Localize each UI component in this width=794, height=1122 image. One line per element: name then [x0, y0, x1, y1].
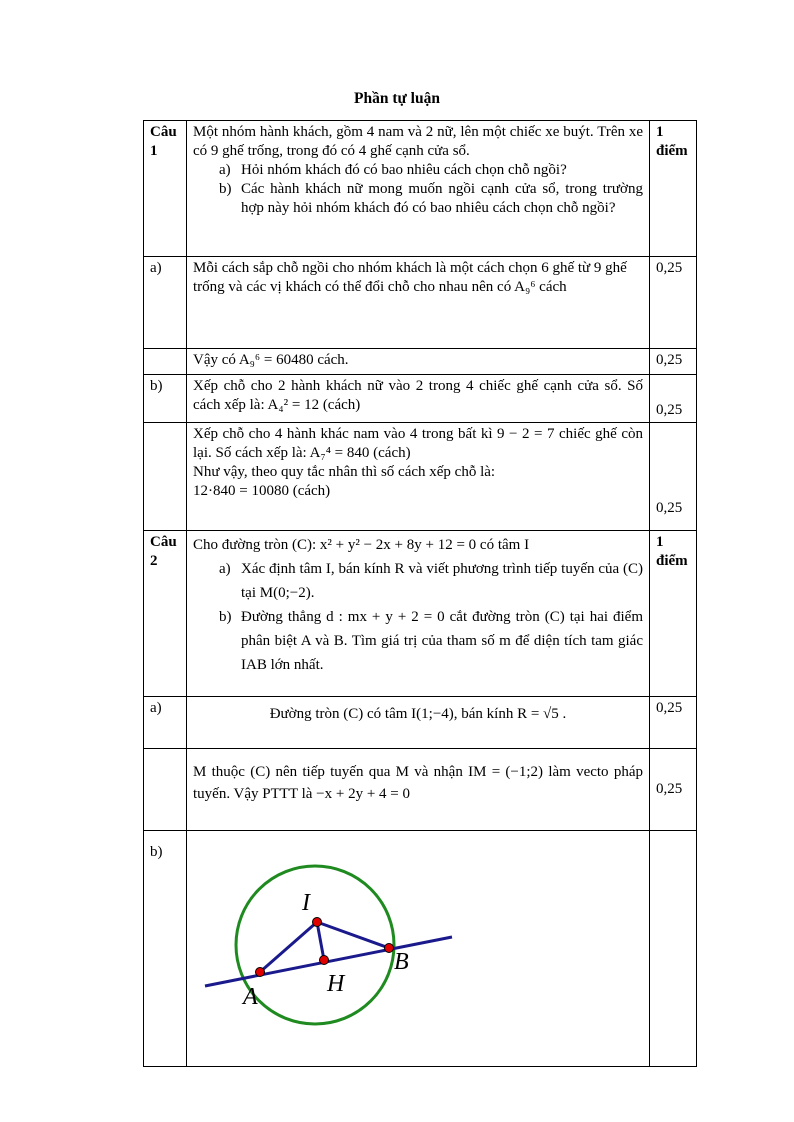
question-label: Câu 2 [144, 531, 187, 697]
point-h [320, 956, 329, 965]
score [650, 831, 697, 1067]
answer-text: M thuộc (C) nên tiếp tuyến qua M và nhận IM = (−1;2) làm vecto pháp tuyến. Vậy PTTT là −x + 2y + 4 = 0 [187, 749, 650, 831]
question-content [187, 531, 650, 697]
part-text: Đường thẳng d : mx + y + 2 = 0 cắt đường tròn (C) tại hai điểm phân biệt A và B. Tìm giá trị của tham số m để diện tích tam giác IAB lớn nhất. [241, 609, 643, 673]
points-label: 1 điểm [650, 531, 697, 697]
circle-c [236, 866, 394, 1024]
answer-content [187, 423, 650, 531]
list-item [219, 557, 643, 605]
page-title: Phần tự luận [354, 90, 440, 107]
points-label: 1 điểm [650, 121, 697, 257]
point-a [256, 968, 265, 977]
row-label: a) [144, 697, 187, 749]
table-row [144, 749, 697, 831]
score: 0,25 [650, 375, 697, 423]
row-label: a) [144, 257, 187, 349]
question-parts [193, 557, 643, 677]
part-label: a) [219, 561, 231, 577]
point-i [313, 918, 322, 927]
figure-cell [187, 831, 650, 1067]
label-a: A [243, 984, 258, 1010]
table-row [144, 257, 697, 349]
answer-text: Đường tròn (C) có tâm I(1;−4), bán kính R = √5 . [187, 697, 650, 749]
row-label [144, 349, 187, 375]
table-row [144, 831, 697, 1067]
part-text: Xác định tâm I, bán kính R và viết phương trình tiếp tuyến của (C) tại M(0;−2). [241, 561, 643, 601]
question-text: Cho đường tròn (C): x² + y² − 2x + 8y + 12 = 0 có tâm I [193, 537, 530, 553]
answer-table [143, 120, 697, 1067]
segment-ih [317, 922, 324, 960]
part-text: Hỏi nhóm khách đó có bao nhiêu cách chọn chỗ ngồi? [241, 162, 567, 178]
label-b: B [394, 949, 409, 975]
row-label: b) [144, 375, 187, 423]
label-i: I [302, 890, 310, 916]
part-label: b) [219, 181, 232, 197]
list-item [219, 161, 643, 180]
part-label: b) [219, 609, 232, 625]
answer-text: Mỗi cách sắp chỗ ngồi cho nhóm khách là một cách chọn 6 ghế từ 9 ghế trống và các vị khách có thể đổi chỗ cho nhau nên có A₉⁶ cách [187, 257, 650, 349]
answer-text: Như vậy, theo quy tắc nhân thì số cách xếp chỗ là: [193, 464, 496, 480]
list-item [219, 180, 643, 218]
answer-text: 12·840 = 10080 (cách) [193, 483, 331, 499]
score: 0,25 [650, 349, 697, 375]
question-label: Câu 1 [144, 121, 187, 257]
table-row [144, 349, 697, 375]
answer-text: Xếp chỗ cho 4 hành khác nam vào 4 trong bất kì 9 − 2 = 7 chiếc ghế còn lại. Số cách xếp là: A₇⁴ = 840 (cách) [193, 426, 643, 461]
answer-text: Xếp chỗ cho 2 hành khách nữ vào 2 trong 4 chiếc ghế cạnh cửa sổ. Số cách xếp là: A₄² = 12 (cách) [187, 375, 650, 423]
row-label [144, 423, 187, 531]
circle-figure [187, 831, 649, 1063]
label-h: H [327, 971, 345, 997]
part-label: a) [219, 162, 231, 178]
point-b [385, 944, 394, 953]
question-parts [193, 161, 643, 218]
score: 0,25 [650, 257, 697, 349]
score: 0,25 [650, 423, 697, 531]
question-content [187, 121, 650, 257]
table-row [144, 121, 697, 257]
part-text: Các hành khách nữ mong muốn ngồi cạnh cửa sổ, trong trường hợp này hỏi nhóm khách đó có bao nhiêu cách chọn chỗ ngồi? [241, 181, 643, 216]
row-label: b) [144, 831, 187, 1067]
score: 0,25 [650, 697, 697, 749]
question-text: Một nhóm hành khách, gồm 4 nam và 2 nữ, lên một chiếc xe buýt. Trên xe có 9 ghế trống, trong đó có 4 ghế cạnh cửa sổ. [193, 124, 643, 159]
list-item [219, 605, 643, 677]
table-row [144, 697, 697, 749]
answer-text: Vậy có A₉⁶ = 60480 cách. [187, 349, 650, 375]
segment-ib [317, 922, 389, 948]
table-row [144, 531, 697, 697]
table-row [144, 423, 697, 531]
table-row [144, 375, 697, 423]
row-label [144, 749, 187, 831]
score: 0,25 [650, 749, 697, 831]
